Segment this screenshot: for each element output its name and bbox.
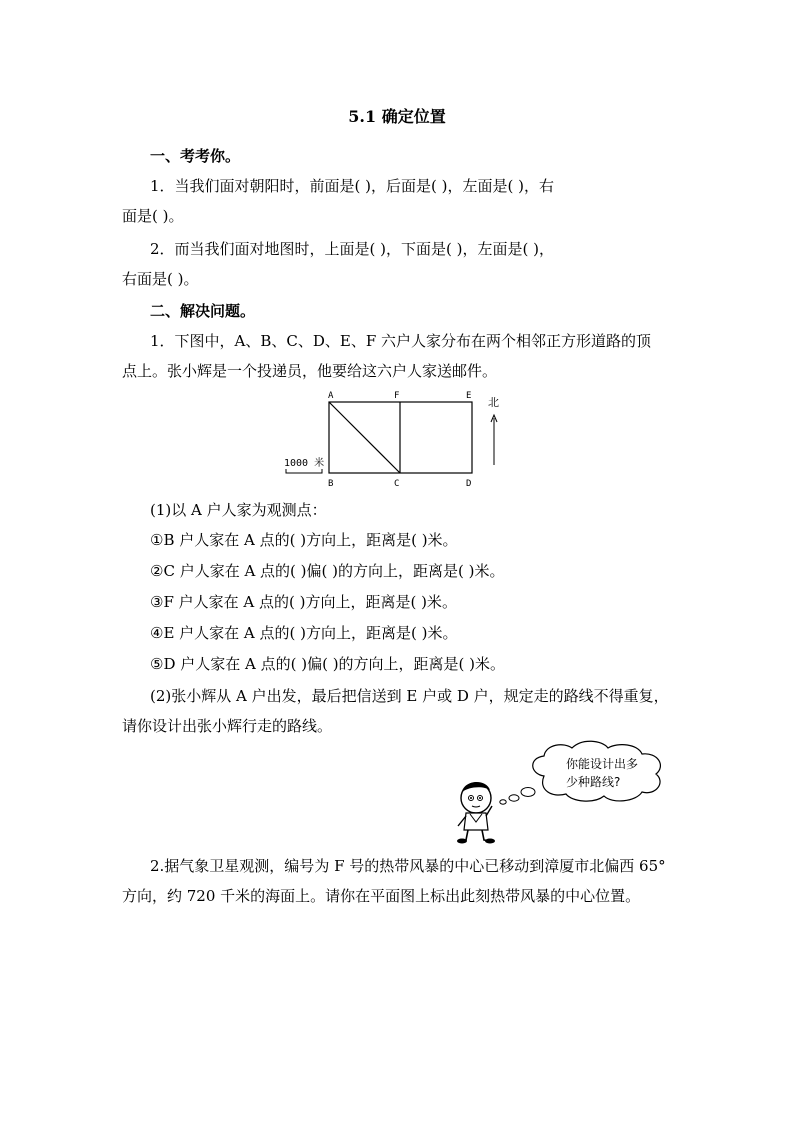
sub2-line1: (2)张小辉从 A 户出发，最后把信送到 E 户或 D 户，规定走的路线不得重复， — [150, 687, 669, 705]
label-c: C — [394, 479, 400, 489]
sub1-intro: (1)以 A 户人家为观测点： — [150, 501, 327, 519]
sub1-item-3: ③F 户人家在 A 点的( )方向上，距离是( )米。 — [150, 593, 457, 611]
sub1-item-4: ④E 户人家在 A 点的( )方向上，距离是( )米。 — [150, 624, 458, 642]
q1-line2: 面是( )。 — [122, 207, 184, 225]
sub1-item-1: ①B 户人家在 A 点的( )方向上，距离是( )米。 — [150, 531, 458, 549]
road-diagonal — [329, 402, 400, 473]
bubble-text-line1: 你能设计出多 — [566, 757, 639, 771]
p1-line1: 1．下图中，A、B、C、D、E、F 六户人家分布在两个相邻正方形道路的顶 — [150, 332, 652, 350]
label-e: E — [466, 391, 472, 401]
sub1-item-5: ⑤D 户人家在 A 点的( )偏( )的方向上，距离是( )米。 — [150, 655, 506, 673]
q2-line2: 右面是( )。 — [122, 270, 199, 288]
label-d: D — [466, 479, 472, 489]
section1-heading: 一、考考你。 — [150, 147, 241, 165]
label-a: A — [328, 391, 334, 401]
q2-line1: 2．而当我们面对地图时，上面是( )，下面是( )，左面是( )， — [150, 240, 554, 258]
sub1-item-2: ②C 户人家在 A 点的( )偏( )的方向上，距离是( )米。 — [150, 562, 505, 580]
bubble-dot-small — [500, 800, 506, 804]
label-b: B — [328, 479, 334, 489]
sub2-line2: 请你设计出张小辉行走的路线。 — [122, 717, 333, 735]
north-label: 北 — [488, 396, 499, 409]
scale-label: 1000 米 — [284, 458, 325, 469]
bubble-text-line2: 少种路线? — [566, 775, 621, 789]
p2-line2: 方向，约 720 千米的海面上。请你在平面图上标出此刻热带风暴的中心位置。 — [122, 887, 641, 905]
bubble-dot-medium — [509, 795, 519, 801]
thinking-boy-cartoon — [452, 740, 678, 846]
thought-bubble — [533, 741, 661, 801]
p2-line1: 2.据气象卫星观测，编号为 F 号的热带风暴的中心已移动到漳厦市北偏西 65° — [150, 857, 666, 875]
road-diagram — [280, 388, 520, 492]
bubble-dot-large — [521, 788, 535, 797]
boy-figure-icon — [457, 782, 495, 844]
page-title: 5.1 确定位置 — [348, 107, 446, 126]
q1-line1: 1．当我们面对朝阳时，前面是( )，后面是( )，左面是( )，右 — [150, 177, 554, 195]
p1-line2: 点上。张小辉是一个投递员，他要给这六户人家送邮件。 — [122, 362, 498, 380]
label-f: F — [394, 391, 400, 401]
section2-heading: 二、解决问题。 — [150, 302, 256, 320]
scale-bar — [286, 469, 322, 473]
